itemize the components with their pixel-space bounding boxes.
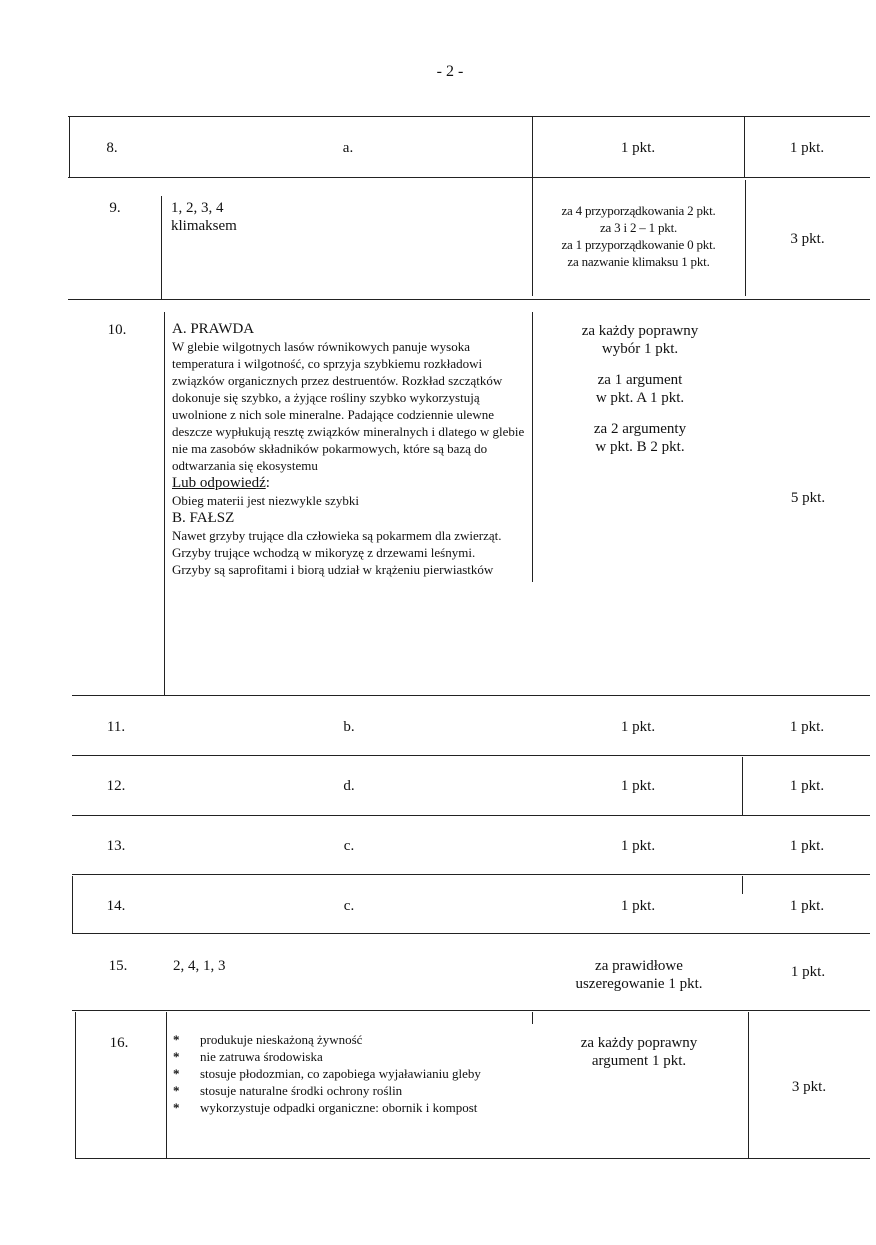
column-divider [166, 1012, 167, 1158]
table-border-left [75, 1012, 76, 1158]
answer-cell: a. [342, 140, 354, 156]
table-border-top [68, 116, 870, 117]
list-item-text: nie zatruwa środowiska [200, 1049, 323, 1064]
row-divider [72, 874, 870, 875]
row-divider [72, 755, 870, 756]
column-divider [164, 312, 165, 695]
criteria-line: za 4 przyporządkowania 2 pkt. [561, 203, 716, 218]
question-number: 9. [109, 200, 121, 216]
question-number: 10. [107, 322, 127, 338]
argument-text-b: Grzyby trujące wchodzą w mikoryzę z drzewami leśnymi. [172, 545, 476, 560]
answer-list [173, 1031, 529, 1116]
criteria-line: uszeregowanie 1 pkt. [575, 976, 703, 992]
argument-text-a: W glebie wilgotnych lasów równikowych panuje wysoka temperatura i wilgotność, co sprzyja szybkiemu rozkładowi związków organicznych przez destruentów. Rozkład szczątków dokonuje się szybko, a żyjące rośliny szybko wykorzystują uwolnione z nich sole mineralne. Padające codziennie ulewne deszcze wypłukują resztę związków mineralnych i dlatego w glebie nie ma zasobów składników pokarmowych, które są bazą do odtwarzania się ekosystemu [172, 339, 525, 473]
criteria-line: za 3 i 2 – 1 pkt. [599, 220, 678, 235]
question-number: 15. [108, 958, 128, 974]
list-item [173, 1031, 529, 1048]
row-divider [72, 1010, 870, 1011]
column-divider [161, 196, 162, 299]
question-number: 16. [109, 1035, 129, 1051]
answer-line: klimaksem [171, 218, 237, 234]
column-divider [532, 312, 533, 582]
answer-cell: d. [343, 778, 355, 794]
criteria-line: za każdy poprawny [581, 323, 699, 339]
criteria-cell: 1 pkt. [620, 838, 656, 854]
alt-answer-colon: : [265, 475, 270, 491]
table-border-left [72, 876, 73, 933]
row-divider [72, 815, 870, 816]
criteria-cell: 1 pkt. [620, 140, 656, 156]
row-divider [68, 299, 870, 300]
question-number: 14. [106, 898, 126, 914]
question-number: 11. [106, 719, 126, 735]
row-divider [68, 177, 870, 178]
heading-a: A. PRAWDA [172, 321, 255, 337]
criteria-cell: 1 pkt. [620, 898, 656, 914]
criteria-line: w pkt. A 1 pkt. [595, 390, 685, 406]
points-cell: 5 pkt. [790, 490, 826, 506]
criteria-cell [532, 1034, 746, 1070]
alt-answer-label-text: Lub odpowiedź [172, 475, 266, 491]
list-item [173, 1048, 529, 1065]
points-cell: 3 pkt. [791, 1079, 827, 1095]
points-cell: 3 pkt. [790, 231, 825, 247]
asterisk-bullet: * [173, 1049, 180, 1064]
question-number: 8. [106, 140, 118, 156]
question-number: 13. [106, 838, 126, 854]
points-cell: 1 pkt. [789, 719, 825, 735]
row-divider [72, 695, 870, 696]
list-item-text: wykorzystuje odpadki organiczne: obornik i kompost [200, 1100, 478, 1115]
asterisk-bullet: * [173, 1032, 180, 1047]
answer-cell: b. [343, 719, 355, 735]
page-number: - 2 - [436, 63, 464, 80]
alt-answer-label [172, 474, 528, 492]
criteria-line: za nazwanie klimaksu 1 pkt. [567, 254, 710, 269]
points-cell: 1 pkt. [789, 140, 825, 156]
criteria-line: za 1 przyporządkowanie 0 pkt. [561, 237, 716, 252]
column-divider [532, 1012, 533, 1024]
criteria-line: za 2 argumenty [593, 421, 687, 437]
answer-cell [172, 320, 528, 578]
answer-cell [171, 199, 237, 235]
criteria-cell [534, 322, 746, 456]
criteria-cell [532, 957, 746, 993]
criteria-spacer [534, 358, 746, 371]
points-cell: 1 pkt. [789, 838, 825, 854]
criteria-cell [532, 202, 745, 270]
list-item-text: stosuje naturalne środki ochrony roślin [200, 1083, 403, 1098]
asterisk-bullet: * [173, 1100, 180, 1115]
answer-cell [173, 1031, 529, 1116]
criteria-line: za 1 argument [597, 372, 683, 388]
criteria-line: wybór 1 pkt. [601, 341, 679, 357]
list-item-text: stosuje płodozmian, co zapobiega wyjaławianiu gleby [200, 1066, 481, 1081]
answer-cell: c. [343, 838, 355, 854]
column-divider [742, 876, 743, 894]
list-item-text: produkuje nieskażoną żywność [200, 1032, 363, 1047]
criteria-line: argument 1 pkt. [591, 1053, 687, 1069]
points-cell: 1 pkt. [789, 898, 825, 914]
points-cell: 1 pkt. [790, 964, 826, 980]
criteria-cell: 1 pkt. [620, 719, 656, 735]
heading-b: B. FAŁSZ [172, 510, 235, 526]
criteria-line: za prawidłowe [595, 958, 683, 974]
table-border-left [69, 116, 70, 177]
argument-text-b: Nawet grzyby trujące dla człowieka są pokarmem dla zwierząt. [172, 528, 502, 543]
row-divider [72, 933, 870, 934]
list-item [173, 1065, 529, 1082]
table-border-bottom [75, 1158, 870, 1159]
criteria-line: za każdy poprawny [580, 1035, 698, 1051]
answer-cell: c. [343, 898, 355, 914]
criteria-cell: 1 pkt. [620, 778, 656, 794]
alt-answer-text: Obieg materii jest niezwykle szybki [172, 493, 360, 508]
points-cell: 1 pkt. [789, 778, 825, 794]
argument-text-b: Grzyby są saprofitami i biorą udział w krążeniu pierwiastków [172, 562, 494, 577]
asterisk-bullet: * [173, 1066, 180, 1081]
list-item [173, 1082, 529, 1099]
answer-cell: 2, 4, 1, 3 [173, 958, 226, 974]
criteria-line: w pkt. B 2 pkt. [595, 439, 685, 455]
criteria-spacer [534, 407, 746, 420]
list-item [173, 1099, 529, 1116]
answer-line: 1, 2, 3, 4 [171, 200, 224, 216]
question-number: 12. [106, 778, 126, 794]
asterisk-bullet: * [173, 1083, 180, 1098]
